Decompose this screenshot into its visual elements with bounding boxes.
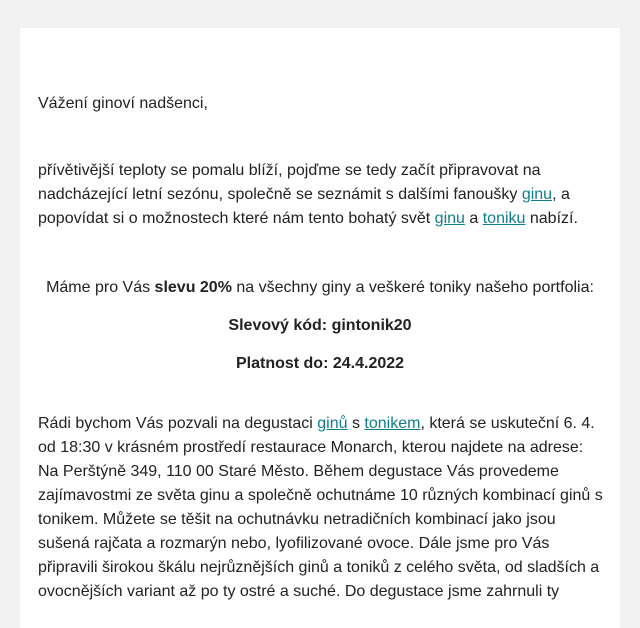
- promo-discount: slevu 20%: [154, 279, 232, 296]
- degust-text-3: , která se uskuteční 6. 4. od 18:30 v krásném prostředí restaurace Monarch, kterou najdete na adrese: Na Perštýně 349, 110 00 Staré Město. Během degustace Vás provedeme zajímavostmi ze světa ginu a společně ochutnáme 10 různých kombinací ginů s tonikem. Můžete se těšit na ochutnávku netradičních kombinací jako jsou sušená rajčata a rozmarýn nebo, lyofilizované ovoce. Dále jsme pro Vás připravili širokou škálu nejrůznějších ginů a toniků z celého světa, od sladších a ovocnějších variant až po ty ostré a suché. Do degustace jsme zahrnuli ty: [38, 415, 603, 600]
- promo-text-post: na všechny giny a veškeré toniky našeho portfolia:: [231, 279, 594, 296]
- intro-text-2: , a popovídat si o možnostech které nám tento bohatý svět: [38, 186, 570, 227]
- gin-link[interactable]: ginu: [521, 186, 553, 203]
- gin-link[interactable]: ginů: [317, 415, 348, 432]
- email-body-card: [20, 28, 620, 628]
- promo-block: [38, 276, 602, 390]
- intro-text-4: nabízí.: [525, 210, 578, 227]
- validity-date: Platnost do: 24.4.2022: [235, 355, 405, 372]
- discount-code: Slevový kód: gintonik20: [228, 317, 412, 334]
- intro-text-3: a: [464, 210, 483, 227]
- intro-text-1: přívětivější teploty se pomalu blíží, pojďme se tedy začít připravovat na nadcházející letní sezónu, společně se seznámit s dalšími fanoušky: [38, 162, 541, 203]
- intro-paragraph: [38, 159, 604, 231]
- promo-line: [38, 276, 602, 300]
- promo-text-pre: Máme pro Vás: [46, 279, 155, 296]
- greeting: Vážení ginoví nadšenci,: [38, 95, 208, 112]
- degust-text-1: Rádi bychom Vás pozvali na degustaci: [38, 415, 318, 432]
- gin-link[interactable]: ginu: [434, 210, 465, 227]
- degust-text-2: s: [347, 415, 365, 432]
- degustation-paragraph: [38, 412, 604, 604]
- tonic-link[interactable]: toniku: [482, 210, 526, 227]
- tonic-link[interactable]: tonikem: [364, 415, 421, 432]
